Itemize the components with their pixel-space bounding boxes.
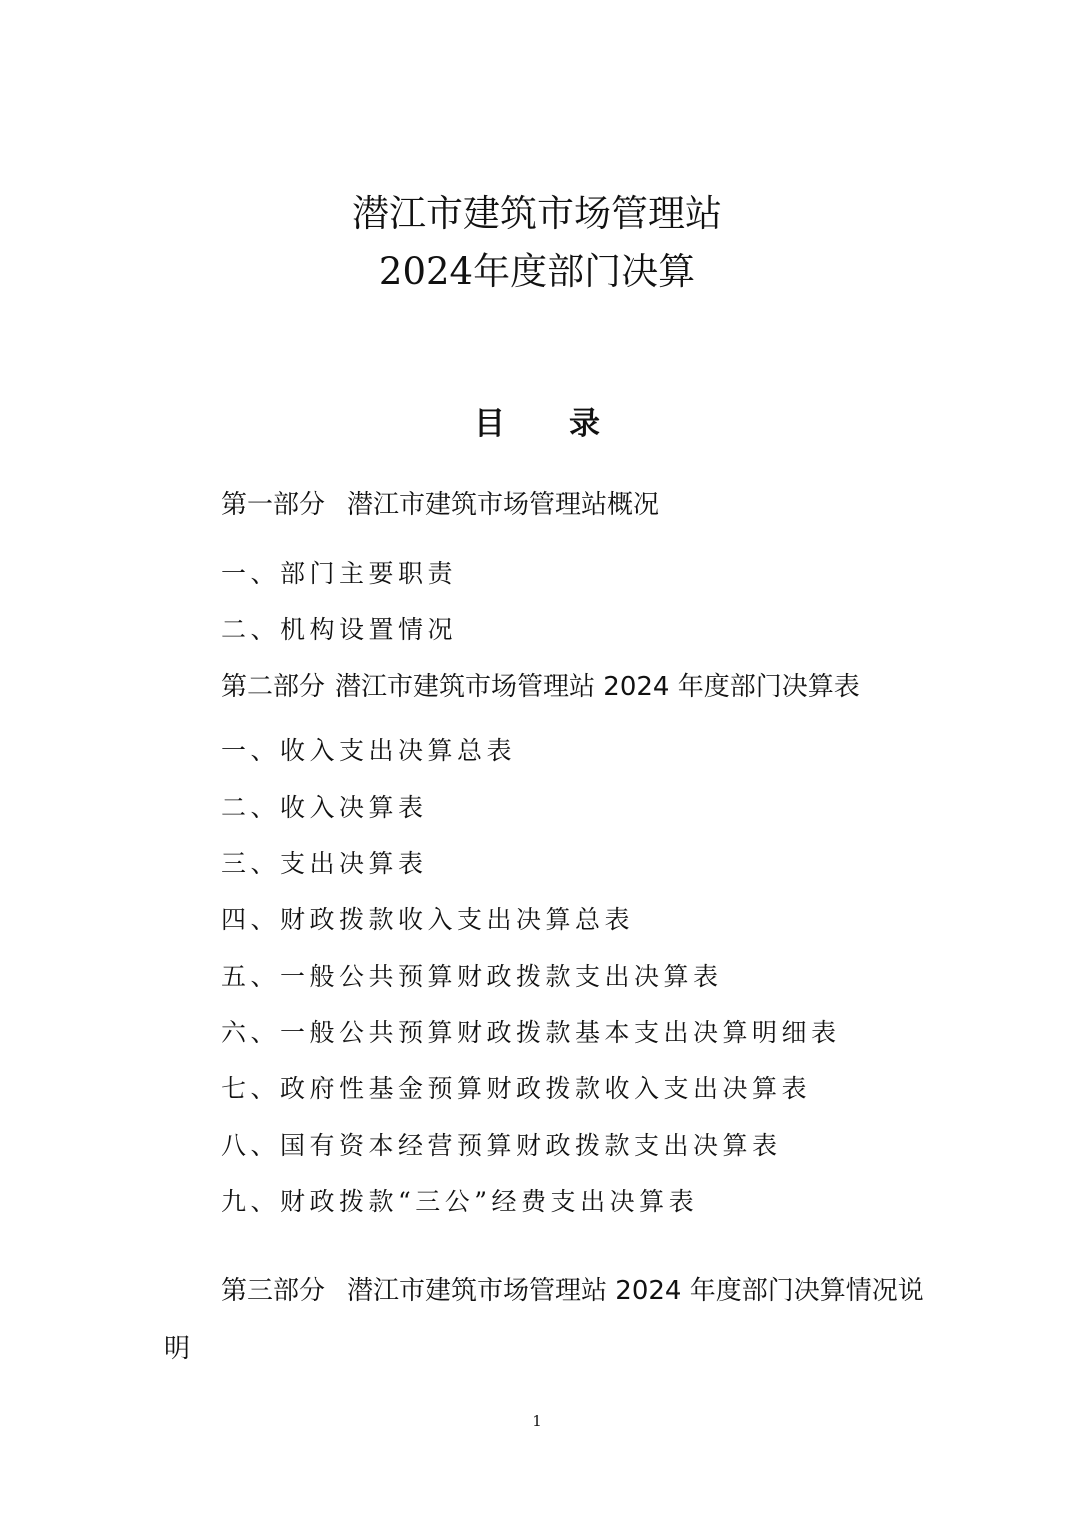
toc-item: 七、政府性基金预算财政拨款收入支出决算表 <box>221 1074 812 1103</box>
toc-part-1-title: 潜江市建筑市场管理站概况 <box>347 490 660 520</box>
toc-part-2-title: 潜江市建筑市场管理站 2024 年度部门决算表 <box>335 672 860 702</box>
toc-item: 五、一般公共预算财政拨款支出决算表 <box>221 962 723 991</box>
toc-item: 八、国有资本经营预算财政拨款支出决算表 <box>221 1131 782 1160</box>
document-title-line-2: 2024年度部门决算 <box>378 250 696 293</box>
toc-item: 九、财政拨款“三公”经费支出决算表 <box>221 1187 699 1216</box>
toc-part-3-label: 第三部分 <box>221 1276 326 1306</box>
toc-part-2-label: 第二部分 <box>221 672 326 702</box>
toc-item: 三、支出决算表 <box>221 849 428 878</box>
toc-part-3 <box>164 1262 924 1378</box>
toc-item: 二、收入决算表 <box>221 793 428 822</box>
toc-item: 一、收入支出决算总表 <box>221 736 517 765</box>
toc-part-1 <box>221 487 659 523</box>
toc-heading: 目录 <box>474 406 664 442</box>
toc-item: 二、机构设置情况 <box>221 615 458 644</box>
toc-item: 六、一般公共预算财政拨款基本支出决算明细表 <box>221 1018 841 1047</box>
toc-item: 四、财政拨款收入支出决算总表 <box>221 905 635 934</box>
page-number: 1 <box>532 1412 542 1430</box>
toc-item: 一、部门主要职责 <box>221 559 458 588</box>
document-title-line-1: 潜江市建筑市场管理站 <box>352 192 722 235</box>
toc-part-2 <box>221 669 860 705</box>
toc-part-3-title: 潜江市建筑市场管理站 2024 年度部门决算情况说明 <box>164 1276 924 1364</box>
toc-part-1-label: 第一部分 <box>221 490 326 520</box>
